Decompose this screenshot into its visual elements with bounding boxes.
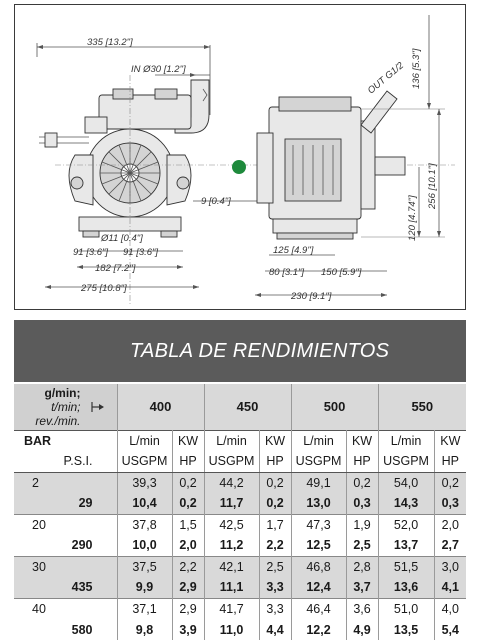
table-row bbox=[14, 577, 466, 598]
lmin-value: 46,4 bbox=[291, 598, 346, 619]
dim-inlet: IN Ø30 [1.2"] bbox=[131, 64, 186, 75]
bar-value: 40 bbox=[14, 598, 117, 619]
bar-label: BAR bbox=[14, 430, 117, 451]
col-usgpm: USGPM bbox=[117, 451, 172, 472]
hp-value: 4,9 bbox=[346, 619, 378, 640]
table-title: TABLA DE RENDIMIENTOS bbox=[130, 340, 390, 362]
dim-foot-right: 91 [3.6"] bbox=[123, 247, 159, 258]
col-hp: HP bbox=[172, 451, 204, 472]
bar-value: 30 bbox=[14, 556, 117, 577]
dim-side-150: 150 [5.9"] bbox=[321, 267, 362, 278]
lmin-value: 42,1 bbox=[204, 556, 259, 577]
hp-value: 3,3 bbox=[259, 577, 291, 598]
kw-value: 1,5 bbox=[172, 514, 204, 535]
usgpm-value: 10,4 bbox=[117, 493, 172, 514]
units-row-metric bbox=[14, 430, 466, 451]
table-row bbox=[14, 493, 466, 514]
kw-value: 0,2 bbox=[259, 472, 291, 493]
pump-drawing-svg bbox=[15, 5, 467, 311]
col-hp: HP bbox=[259, 451, 291, 472]
hp-value: 5,4 bbox=[441, 622, 459, 637]
usgpm-value: 13,6 bbox=[378, 577, 434, 598]
hp-value: 4,4 bbox=[259, 619, 291, 640]
hp-value: 0,2 bbox=[172, 493, 204, 514]
col-kw: KW bbox=[346, 430, 378, 451]
usgpm-value: 11,0 bbox=[204, 619, 259, 640]
lmin-value: 37,8 bbox=[117, 514, 172, 535]
unit-header-cell bbox=[14, 384, 117, 430]
kw-value: 2,0 bbox=[434, 514, 466, 535]
kw-value: 4,0 bbox=[434, 598, 466, 619]
col-lmin: L/min bbox=[117, 430, 172, 451]
usgpm-value: 13,5 bbox=[378, 619, 434, 640]
dim-side-230: 230 [9.1"] bbox=[291, 291, 332, 302]
table-row bbox=[14, 472, 466, 493]
units-row-imperial bbox=[14, 451, 466, 472]
green-dot-icon bbox=[232, 160, 246, 174]
speed-550: 550 bbox=[378, 384, 466, 430]
psi-value: 290 bbox=[14, 535, 117, 556]
lmin-value: 54,0 bbox=[378, 472, 434, 493]
lmin-value: 51,5 bbox=[378, 556, 434, 577]
col-usgpm: USGPM bbox=[291, 451, 346, 472]
usgpm-value: 11,7 bbox=[204, 493, 259, 514]
speed-400: 400 bbox=[117, 384, 204, 430]
lmin-value: 51,0 bbox=[378, 598, 434, 619]
kw-value: 1,9 bbox=[346, 514, 378, 535]
dim-total-width: 335 [13.2"] bbox=[87, 37, 133, 48]
usgpm-value: 13,7 bbox=[378, 535, 434, 556]
lmin-value: 52,0 bbox=[378, 514, 434, 535]
hp-value: 2,9 bbox=[172, 577, 204, 598]
table-row bbox=[14, 556, 466, 577]
lmin-value: 37,5 bbox=[117, 556, 172, 577]
hp-value: 2,2 bbox=[259, 535, 291, 556]
dim-shaft-height: 120 [4.74"] bbox=[407, 195, 418, 241]
hp-value: 2,5 bbox=[346, 535, 378, 556]
col-hp: HP bbox=[346, 451, 378, 472]
usgpm-value: 12,5 bbox=[291, 535, 346, 556]
dim-foot-left: 91 [3.6"] bbox=[73, 247, 109, 258]
kw-value: 2,2 bbox=[172, 556, 204, 577]
dim-side-80: 80 [3.1"] bbox=[269, 267, 305, 278]
table-row bbox=[14, 535, 466, 556]
kw-value: 0,2 bbox=[434, 472, 466, 493]
hp-value: 3,7 bbox=[346, 577, 378, 598]
table-row bbox=[14, 598, 466, 619]
usgpm-value: 10,0 bbox=[117, 535, 172, 556]
lmin-value: 47,3 bbox=[291, 514, 346, 535]
col-hp: HP bbox=[434, 451, 466, 472]
dim-outlet: OUT G1/2 bbox=[365, 60, 406, 97]
col-lmin: L/min bbox=[204, 430, 259, 451]
hp-value: 3,9 bbox=[172, 619, 204, 640]
lmin-value: 41,7 bbox=[204, 598, 259, 619]
lmin-value: 44,2 bbox=[204, 472, 259, 493]
hp-value: 0,3 bbox=[346, 493, 378, 514]
lmin-value: 46,8 bbox=[291, 556, 346, 577]
col-usgpm: USGPM bbox=[204, 451, 259, 472]
kw-value: 0,2 bbox=[172, 472, 204, 493]
psi-value: 580 bbox=[14, 619, 117, 640]
kw-value: 1,7 bbox=[259, 514, 291, 535]
hp-value: 2,0 bbox=[172, 535, 204, 556]
col-kw: KW bbox=[434, 430, 466, 451]
kw-value: 3,0 bbox=[434, 556, 466, 577]
technical-drawing bbox=[14, 4, 466, 310]
kw-value: 0,2 bbox=[346, 472, 378, 493]
arrow-right-icon bbox=[91, 400, 105, 414]
col-kw: KW bbox=[172, 430, 204, 451]
dim-base-width: 275 [10.8"] bbox=[81, 283, 127, 294]
usgpm-value: 9,8 bbox=[117, 619, 172, 640]
usgpm-value: 14,3 bbox=[378, 493, 434, 514]
dim-side-125: 125 [4.9"] bbox=[273, 245, 314, 256]
lmin-value: 42,5 bbox=[204, 514, 259, 535]
hp-value: 4,1 bbox=[434, 577, 466, 598]
dim-foot-span: 182 [7.2"] bbox=[95, 263, 136, 274]
psi-value: 435 bbox=[14, 577, 117, 598]
usgpm-value: 11,2 bbox=[204, 535, 259, 556]
usgpm-value: 11,1 bbox=[204, 577, 259, 598]
unit-gmin: g/min; bbox=[44, 385, 81, 400]
bar-value: 20 bbox=[14, 514, 117, 535]
lmin-value: 37,1 bbox=[117, 598, 172, 619]
usgpm-value: 12,4 bbox=[291, 577, 346, 598]
speed-450: 450 bbox=[204, 384, 291, 430]
unit-tmin: t/min; bbox=[51, 399, 81, 414]
usgpm-value: 12,2 bbox=[291, 619, 346, 640]
col-lmin: L/min bbox=[378, 430, 434, 451]
kw-value: 2,8 bbox=[346, 556, 378, 577]
lmin-value: 39,3 bbox=[117, 472, 172, 493]
kw-value: 2,5 bbox=[259, 556, 291, 577]
dim-full-height: 256 [10.1"] bbox=[427, 163, 438, 209]
usgpm-value: 13,0 bbox=[291, 493, 346, 514]
psi-value: 29 bbox=[14, 493, 117, 514]
speed-header-row bbox=[14, 384, 466, 430]
dim-hole: Ø11 [0.4"] bbox=[101, 233, 143, 244]
speed-500: 500 bbox=[291, 384, 378, 430]
hp-value: 2,7 bbox=[441, 538, 459, 553]
usgpm-value: 9,9 bbox=[117, 577, 172, 598]
unit-rev: rev./min. bbox=[35, 413, 81, 428]
col-kw: KW bbox=[259, 430, 291, 451]
kw-value: 3,6 bbox=[346, 598, 378, 619]
col-usgpm: USGPM bbox=[378, 451, 434, 472]
table-row bbox=[14, 619, 466, 640]
kw-value: 2,9 bbox=[172, 598, 204, 619]
dim-shaft-offset: 9 [0.4"] bbox=[201, 196, 231, 207]
hp-value: 0,3 bbox=[434, 493, 466, 514]
kw-value: 3,3 bbox=[259, 598, 291, 619]
dim-top-height: 136 [5.3"] bbox=[411, 48, 422, 89]
hp-value: 0,2 bbox=[259, 493, 291, 514]
table-row bbox=[14, 514, 466, 535]
col-lmin: L/min bbox=[291, 430, 346, 451]
performance-table bbox=[14, 384, 466, 640]
bar-value: 2 bbox=[14, 472, 117, 493]
psi-label: P.S.I. bbox=[14, 451, 117, 472]
table-title-band bbox=[14, 320, 466, 382]
lmin-value: 49,1 bbox=[291, 472, 346, 493]
